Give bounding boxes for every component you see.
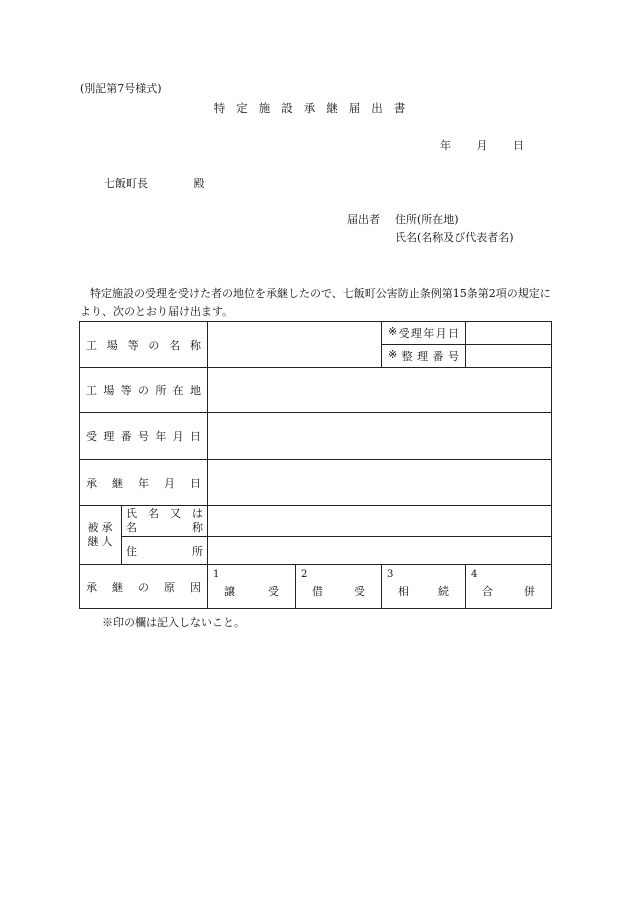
- succession-date-field[interactable]: [208, 460, 552, 506]
- predecessor-name-label: [122, 506, 208, 537]
- predecessor-address-label: [122, 537, 208, 565]
- cause-option-3[interactable]: [382, 565, 466, 609]
- receipt-date-label: [382, 322, 466, 345]
- cause-label-text: 承 継 の 原 因: [86, 580, 201, 594]
- notification-table: [79, 321, 552, 609]
- cause-option-2[interactable]: [296, 565, 382, 609]
- document-title-text: 特定施設承継届出書: [213, 101, 417, 115]
- date-line: [440, 137, 524, 153]
- cause-option-2-text: 借 受: [312, 584, 365, 598]
- applicant-role: 届出者: [347, 213, 380, 226]
- factory-name-field[interactable]: [208, 322, 382, 368]
- addressee: [104, 175, 205, 191]
- factory-location-text: 工 場 等 の 所 在 地: [86, 384, 201, 397]
- receipt-date-text: ※ 受 理 年 月 日: [388, 325, 459, 340]
- cause-option-2-number: 2: [301, 568, 308, 580]
- factory-name-text: 工 場 等 の 名 称: [86, 338, 201, 352]
- succession-date-text: 承 継 年 月 日: [86, 476, 201, 490]
- receipt-no-date-text: 受 理 番 号 年 月 日: [86, 430, 201, 443]
- cause-option-1[interactable]: [208, 565, 296, 609]
- predecessor-name-field[interactable]: [208, 506, 552, 537]
- predecessor-address-field[interactable]: [208, 537, 552, 565]
- applicant-name-label: 氏名(名称及び代表者名): [395, 231, 514, 244]
- predecessor-label: [80, 506, 122, 565]
- form-number-label: (別記第7号様式): [80, 82, 162, 95]
- addressee-name: 七飯町長: [104, 177, 148, 190]
- cause-label: [80, 565, 208, 609]
- serial-no-text: ※ 整 理 番 号: [388, 348, 459, 363]
- footnote: ※印の欄は記入しないこと。: [102, 616, 245, 629]
- applicant-address-label: 住所(所在地): [395, 213, 459, 226]
- cause-option-4-number: 4: [471, 568, 478, 580]
- factory-name-label: [80, 322, 208, 368]
- addressee-honorific: 殿: [193, 177, 205, 190]
- receipt-no-date-label: [80, 413, 208, 460]
- receipt-no-date-field[interactable]: [208, 413, 552, 460]
- receipt-date-field[interactable]: [466, 322, 552, 345]
- predecessor-address-text: 住 所: [126, 544, 203, 558]
- document-title: [0, 100, 630, 116]
- cause-option-1-number: 1: [213, 568, 220, 580]
- factory-location-label: [80, 368, 208, 413]
- succession-date-label: [80, 460, 208, 506]
- serial-no-label: [382, 345, 466, 368]
- factory-location-field[interactable]: [208, 368, 552, 413]
- cause-option-3-text: 相 続: [398, 584, 449, 598]
- cause-option-1-text: 譲 受: [224, 584, 279, 598]
- date-year-unit: 年: [440, 139, 451, 152]
- cause-option-3-number: 3: [387, 568, 394, 580]
- applicant-block: [347, 211, 514, 247]
- date-month-unit: 月: [476, 139, 488, 152]
- cause-option-4-text: 合 併: [482, 584, 535, 598]
- cause-option-4[interactable]: [466, 565, 552, 609]
- predecessor-text: 被承継人: [87, 521, 114, 548]
- body-text: 特定施設の受理を受けた者の地位を承継したので、七飯町公害防止条例第15条第2項の規定により、次のとおり届け出ます。: [80, 287, 551, 318]
- serial-no-field[interactable]: [466, 345, 552, 368]
- predecessor-name-line2: 名 称: [126, 521, 203, 534]
- predecessor-name-line1: 氏 名 又 は: [126, 507, 203, 520]
- date-day-unit: 日: [513, 139, 524, 152]
